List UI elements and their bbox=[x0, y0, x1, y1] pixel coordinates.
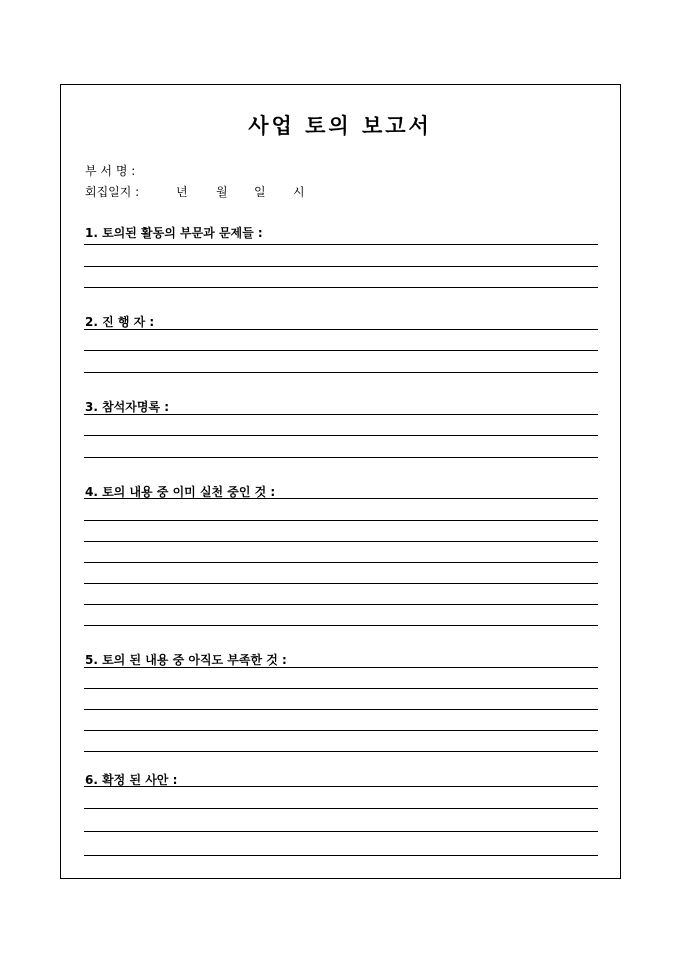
section-5-line[interactable] bbox=[84, 730, 598, 731]
section-1-title: 1. 토의된 활동의 부문과 문제들 : bbox=[85, 226, 263, 240]
day-label: 일 bbox=[254, 185, 266, 199]
section-5-title: 5. 토의 된 내용 중 아직도 부족한 것 : bbox=[85, 653, 287, 667]
section-5-line[interactable] bbox=[84, 709, 598, 710]
section-2-line[interactable] bbox=[84, 372, 598, 373]
year-label: 년 bbox=[176, 185, 188, 199]
section-2-line[interactable] bbox=[84, 329, 598, 330]
month-label: 월 bbox=[216, 185, 228, 199]
section-4-line[interactable] bbox=[84, 583, 598, 584]
section-4-line[interactable] bbox=[84, 625, 598, 626]
hour-label: 시 bbox=[293, 185, 305, 199]
section-5-line[interactable] bbox=[84, 667, 598, 668]
section-4-line[interactable] bbox=[84, 562, 598, 563]
section-6-line[interactable] bbox=[84, 786, 598, 787]
section-3-line[interactable] bbox=[84, 435, 598, 436]
section-4-line[interactable] bbox=[84, 498, 598, 499]
section-1-line[interactable] bbox=[84, 287, 598, 288]
section-5-line[interactable] bbox=[84, 751, 598, 752]
page-title: 사업 토의 보고서 bbox=[248, 113, 432, 138]
section-1-line[interactable] bbox=[84, 244, 598, 245]
section-1-line[interactable] bbox=[84, 266, 598, 267]
section-3-line[interactable] bbox=[84, 414, 598, 415]
section-6-title: 6. 확정 된 사안 : bbox=[85, 773, 178, 787]
section-6-line[interactable] bbox=[84, 808, 598, 809]
section-6-line[interactable] bbox=[84, 855, 598, 856]
section-4-line[interactable] bbox=[84, 520, 598, 521]
meeting-date-label: 회집일지 : bbox=[85, 185, 140, 199]
section-4-line[interactable] bbox=[84, 604, 598, 605]
department-label: 부 서 명 : bbox=[85, 164, 136, 178]
section-4-title: 4. 토의 내용 중 이미 실천 중인 것 : bbox=[85, 485, 276, 499]
section-3-line[interactable] bbox=[84, 457, 598, 458]
section-5-line[interactable] bbox=[84, 688, 598, 689]
section-3-title: 3. 참석자명록 : bbox=[85, 400, 170, 414]
section-2-line[interactable] bbox=[84, 350, 598, 351]
form-border bbox=[60, 84, 621, 879]
section-2-title: 2. 진 행 자 : bbox=[85, 315, 155, 329]
section-6-line[interactable] bbox=[84, 831, 598, 832]
section-4-line[interactable] bbox=[84, 541, 598, 542]
